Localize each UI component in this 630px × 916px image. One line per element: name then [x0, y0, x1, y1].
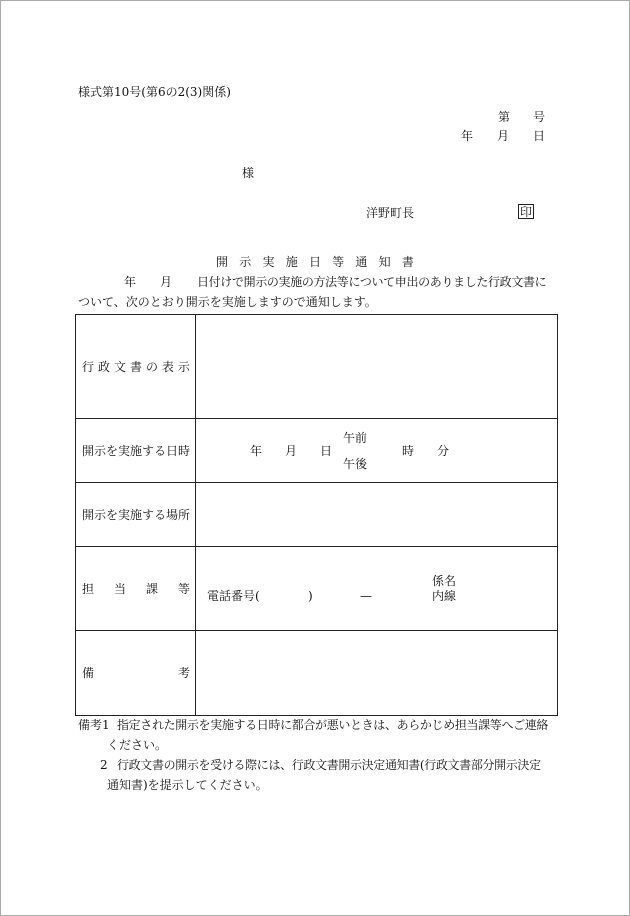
- datetime-am: 午前: [343, 431, 368, 445]
- row-label-document: 行 政 文 書 の 表 示: [82, 360, 190, 374]
- note1-line1: 指定された開示を実施する日時に都合が悪いときは、あらかじめ担当課等へご連絡: [117, 718, 549, 732]
- intro-line1: 日付けで開示の実施の方法等について申出のありました行政文書に: [197, 275, 547, 289]
- phone-label: 電話番号(: [207, 589, 260, 603]
- title-char: 書: [401, 255, 414, 269]
- issuer-name: 洋野町長: [366, 206, 415, 220]
- datetime-day: 日: [320, 444, 333, 458]
- note2-line2: 通知書)を提示してください。: [107, 778, 268, 792]
- phone-close: ): [308, 589, 313, 603]
- naisen-label: 内線: [432, 589, 457, 603]
- table-row-divider: [75, 482, 557, 483]
- addressee-suffix: 様: [242, 166, 255, 180]
- title-char: 施: [285, 255, 298, 269]
- table-column-divider: [195, 314, 196, 715]
- note2-number: 2: [100, 758, 108, 772]
- title-char: 通: [355, 255, 368, 269]
- datetime-pm: 午後: [343, 457, 368, 471]
- kakari-label: 係名: [432, 574, 457, 588]
- doc-number-go: 号: [533, 110, 546, 124]
- title-char: 開: [216, 255, 229, 269]
- title-char: 日: [308, 255, 321, 269]
- intro-line2: ついて、次のとおり開示を実施しますので通知します。: [78, 295, 377, 309]
- doc-number-dai: 第: [498, 110, 511, 124]
- doc-title: [216, 256, 414, 268]
- row-label-place: 開示を実施する場所: [82, 508, 191, 522]
- note1-line2: ください。: [107, 738, 168, 752]
- form-id: 様式第10号(第6の2(3)関係): [78, 85, 231, 99]
- notes-label: 備考1: [78, 718, 110, 732]
- doc-date-year: 年: [461, 129, 474, 143]
- datetime-month: 月: [285, 444, 298, 458]
- table-row-divider: [75, 546, 557, 547]
- doc-date-day: 日: [533, 129, 546, 143]
- datetime-minute: 分: [437, 444, 450, 458]
- title-char: 等: [332, 255, 345, 269]
- row-label-department: 担 当 課 等: [82, 582, 190, 596]
- intro-month: 月: [160, 275, 173, 289]
- table-row-divider: [75, 418, 557, 419]
- table-row-divider: [75, 630, 557, 631]
- note2-line1: 行政文書の開示を受ける際には、行政文書開示決定通知書(行政文書部分開示決定: [117, 758, 541, 772]
- title-char: 示: [239, 255, 252, 269]
- seal-stamp: 印: [520, 205, 533, 219]
- phone-dash: —: [360, 589, 372, 603]
- intro-year: 年: [124, 275, 137, 289]
- title-char: 知: [378, 255, 391, 269]
- title-char: 実: [262, 255, 275, 269]
- doc-date-month: 月: [497, 129, 510, 143]
- datetime-year: 年: [250, 444, 263, 458]
- datetime-hour: 時: [402, 444, 415, 458]
- row-label-datetime: 開示を実施する日時: [82, 444, 191, 458]
- row-label-remarks: 備 考: [82, 666, 190, 680]
